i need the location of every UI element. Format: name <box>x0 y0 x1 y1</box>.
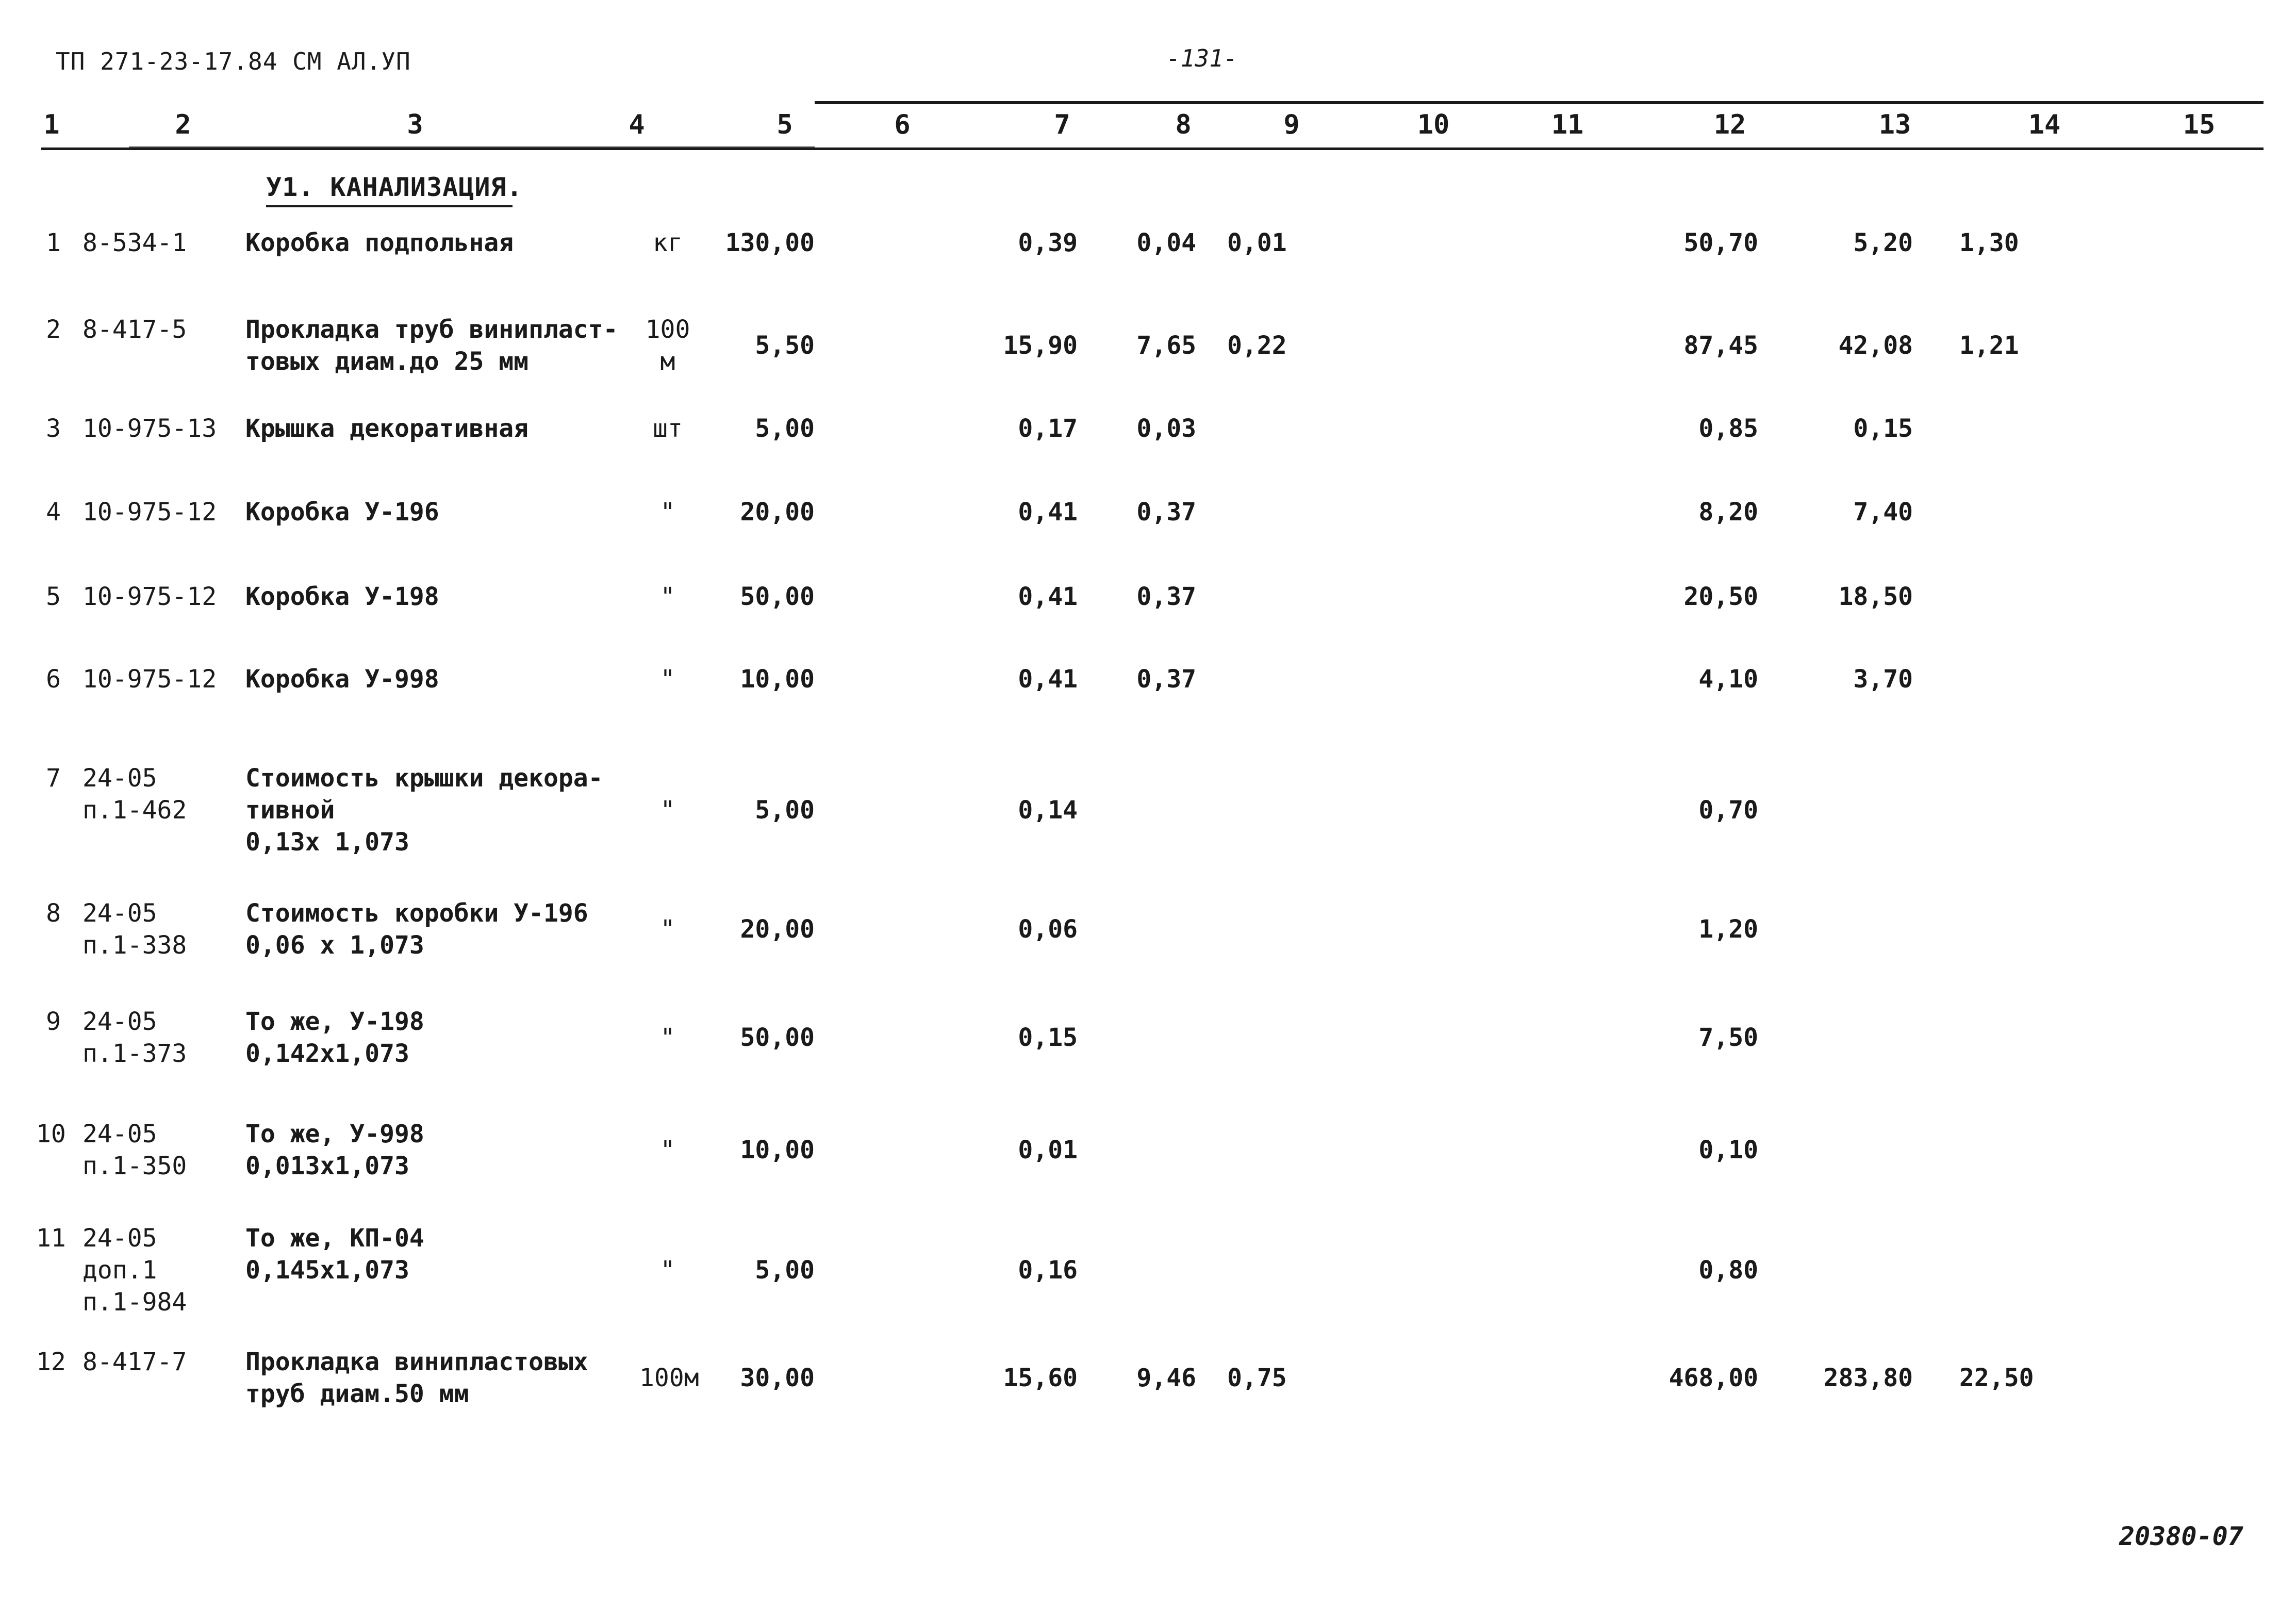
rate-code <box>82 496 217 528</box>
unit-line: " <box>660 915 675 944</box>
col8-value: 0,37 <box>1136 582 1196 611</box>
work-description <box>245 496 439 528</box>
unit <box>639 581 696 613</box>
work-description <box>245 314 618 378</box>
unit <box>639 663 696 695</box>
quantity: 130,00 <box>725 228 815 257</box>
unit <box>639 496 696 528</box>
col13-value: 7,40 <box>1853 498 1913 527</box>
quantity: 20,00 <box>740 915 815 944</box>
col12-value: 1,20 <box>1698 915 1758 944</box>
work-description <box>245 1118 424 1182</box>
col7-value: 0,41 <box>1018 582 1078 611</box>
unit <box>639 794 696 826</box>
col8-value: 9,46 <box>1136 1364 1196 1392</box>
unit <box>639 1362 699 1394</box>
col12-value: 468,00 <box>1669 1364 1758 1392</box>
work-description <box>245 413 528 445</box>
col13-value: 42,08 <box>1838 331 1913 360</box>
rate-code-line: 24-05 <box>82 1120 157 1148</box>
work-description-line: Коробка У-998 <box>245 665 439 694</box>
unit-line: " <box>660 796 675 825</box>
work-description-line: 0,13х 1,073 <box>245 828 409 857</box>
unit <box>639 314 696 378</box>
col7-value: 0,15 <box>1018 1023 1078 1052</box>
rate-code <box>82 581 217 613</box>
column-header-8: 8 <box>1175 109 1192 140</box>
header-rule-bottom <box>41 147 2264 150</box>
unit-line: шт <box>653 414 683 443</box>
col12-value: 0,80 <box>1698 1256 1758 1285</box>
work-description <box>245 1222 424 1286</box>
section-title-underline <box>266 205 513 207</box>
rate-code <box>82 897 187 961</box>
archive-code: 20380-07 <box>2119 1521 2243 1551</box>
quantity: 5,50 <box>755 331 815 360</box>
page-number: -131- <box>1166 44 1238 72</box>
work-description-line: труб диам.50 мм <box>245 1380 469 1408</box>
row-number: 6 <box>46 665 61 694</box>
column-header-5: 5 <box>777 109 793 140</box>
quantity: 5,00 <box>755 1256 815 1285</box>
row-number: 12 <box>36 1348 66 1376</box>
quantity: 20,00 <box>740 498 815 527</box>
work-description-line: Крышка декоративная <box>245 414 529 443</box>
quantity: 5,00 <box>755 414 815 443</box>
rate-code <box>82 314 187 346</box>
column-header-10: 10 <box>1417 109 1450 140</box>
rate-code-line: 24-05 <box>82 1007 157 1036</box>
work-description-line: Стоимость крышки декора- <box>245 764 603 793</box>
rate-code-line: 10-975-12 <box>82 498 217 527</box>
col12-value: 0,85 <box>1698 414 1758 443</box>
unit <box>639 413 696 445</box>
column-header-12: 12 <box>1713 109 1746 140</box>
unit-line: 100 <box>645 315 690 344</box>
quantity: 30,00 <box>740 1364 815 1392</box>
quantity: 10,00 <box>740 665 815 694</box>
col12-value: 50,70 <box>1683 228 1758 257</box>
rate-code <box>82 1118 187 1182</box>
rate-code-line: 8-417-7 <box>82 1348 187 1376</box>
col7-value: 0,17 <box>1018 414 1078 443</box>
work-description-line: То же, КП-04 <box>245 1224 424 1253</box>
column-header-14: 14 <box>2028 109 2061 140</box>
rate-code-line: п.1-984 <box>82 1288 187 1317</box>
unit-line: " <box>660 665 675 694</box>
column-header-15: 15 <box>2183 109 2216 140</box>
column-header-7: 7 <box>1054 109 1070 140</box>
col7-value: 15,90 <box>1003 331 1078 360</box>
rate-code-line: 10-975-12 <box>82 665 217 694</box>
row-number: 7 <box>46 764 61 793</box>
col9-value: 0,22 <box>1227 331 1287 360</box>
col7-value: 0,41 <box>1018 665 1078 694</box>
rate-code <box>82 413 217 445</box>
col13-value: 18,50 <box>1838 582 1913 611</box>
unit-line: " <box>660 582 675 611</box>
unit-line: 100м <box>639 1364 699 1392</box>
rate-code-line: п.1-462 <box>82 796 187 825</box>
work-description <box>245 581 439 613</box>
rate-code <box>82 1222 187 1318</box>
rate-code-line: п.1-373 <box>82 1039 187 1068</box>
row-number: 1 <box>46 228 61 257</box>
col13-value: 5,20 <box>1853 228 1913 257</box>
col14-value: 1,30 <box>1959 228 2019 257</box>
row-number: 2 <box>46 315 61 344</box>
work-description-line: 0,145х1,073 <box>245 1256 409 1285</box>
work-description <box>245 1006 424 1070</box>
quantity: 50,00 <box>740 582 815 611</box>
col8-value: 7,65 <box>1136 331 1196 360</box>
col12-value: 0,10 <box>1698 1136 1758 1164</box>
col7-value: 0,41 <box>1018 498 1078 527</box>
col12-value: 4,10 <box>1698 665 1758 694</box>
rate-code-line: 8-417-5 <box>82 315 187 344</box>
rate-code-line: 24-05 <box>82 764 157 793</box>
column-header-9: 9 <box>1283 109 1300 140</box>
work-description-line: Прокладка труб винипласт- <box>245 315 618 344</box>
row-number: 9 <box>46 1007 61 1036</box>
col14-value: 22,50 <box>1959 1364 2034 1392</box>
column-header-6: 6 <box>894 109 911 140</box>
quantity: 5,00 <box>755 796 815 825</box>
work-description-line: Прокладка винипластовых <box>245 1348 588 1376</box>
col7-value: 0,39 <box>1018 228 1078 257</box>
col12-value: 0,70 <box>1698 796 1758 825</box>
rate-code-line: 24-05 <box>82 1224 157 1253</box>
col12-value: 20,50 <box>1683 582 1758 611</box>
quantity: 10,00 <box>740 1136 815 1164</box>
unit <box>639 1022 696 1054</box>
rate-code-line: 24-05 <box>82 899 157 928</box>
work-description-line: тивной <box>245 796 335 825</box>
col7-value: 0,16 <box>1018 1256 1078 1285</box>
work-description-line: 0,06 х 1,073 <box>245 931 424 960</box>
column-header-3: 3 <box>407 109 423 140</box>
col8-value: 0,03 <box>1136 414 1196 443</box>
col14-value: 1,21 <box>1959 331 2019 360</box>
rate-code <box>82 227 187 259</box>
col12-value: 8,20 <box>1698 498 1758 527</box>
header-rule-top <box>815 101 2264 104</box>
unit-line: кг <box>653 228 683 257</box>
column-header-1: 1 <box>43 109 60 140</box>
col8-value: 0,37 <box>1136 498 1196 527</box>
col9-value: 0,75 <box>1227 1364 1287 1392</box>
row-number: 11 <box>36 1224 66 1253</box>
row-number: 8 <box>46 899 61 928</box>
work-description-line: товых диам.до 25 мм <box>245 347 529 376</box>
rate-code <box>82 1346 187 1378</box>
column-header-11: 11 <box>1551 109 1584 140</box>
col7-value: 15,60 <box>1003 1364 1078 1392</box>
rate-code-line: доп.1 <box>82 1256 157 1285</box>
work-description-line: 0,013х1,073 <box>245 1152 409 1180</box>
rate-code-line: 10-975-12 <box>82 582 217 611</box>
unit-line: " <box>660 1136 675 1164</box>
column-header-13: 13 <box>1878 109 1911 140</box>
col12-value: 7,50 <box>1698 1023 1758 1052</box>
work-description-line: Стоимость коробки У-196 <box>245 899 588 928</box>
row-number: 4 <box>46 498 61 527</box>
col9-value: 0,01 <box>1227 228 1287 257</box>
rate-code-line: 8-534-1 <box>82 228 187 257</box>
column-header-2: 2 <box>175 109 191 140</box>
work-description <box>245 897 588 961</box>
section-title: У1. КАНАЛИЗАЦИЯ. <box>266 172 523 202</box>
unit <box>639 227 696 259</box>
col12-value: 87,45 <box>1683 331 1758 360</box>
work-description-line: 0,142х1,073 <box>245 1039 409 1068</box>
row-number: 5 <box>46 582 61 611</box>
rate-code-line: п.1-350 <box>82 1152 187 1180</box>
rate-code <box>82 1006 187 1070</box>
work-description <box>245 227 514 259</box>
column-header-4: 4 <box>629 109 645 140</box>
work-description-line: То же, У-998 <box>245 1120 424 1148</box>
unit-line: м <box>660 347 675 376</box>
col7-value: 0,14 <box>1018 796 1078 825</box>
unit <box>639 1254 696 1286</box>
work-description-line: Коробка подпольная <box>245 228 514 257</box>
unit-line: " <box>660 498 675 527</box>
unit <box>639 1134 696 1166</box>
unit-line: " <box>660 1023 675 1052</box>
rate-code <box>82 663 217 695</box>
col13-value: 0,15 <box>1853 414 1913 443</box>
work-description <box>245 762 603 858</box>
rate-code-line: 10-975-13 <box>82 414 217 443</box>
col13-value: 3,70 <box>1853 665 1913 694</box>
col7-value: 0,06 <box>1018 915 1078 944</box>
col8-value: 0,37 <box>1136 665 1196 694</box>
work-description-line: Коробка У-196 <box>245 498 439 527</box>
work-description <box>245 663 439 695</box>
rate-code <box>82 762 187 826</box>
col8-value: 0,04 <box>1136 228 1196 257</box>
unit-line: " <box>660 1256 675 1285</box>
document-reference: ТП 271-23-17.84 СМ АЛ.УП <box>56 47 411 75</box>
work-description <box>245 1346 588 1410</box>
work-description-line: Коробка У-198 <box>245 582 439 611</box>
work-description-line: То же, У-198 <box>245 1007 424 1036</box>
col13-value: 283,80 <box>1823 1364 1913 1392</box>
row-number: 3 <box>46 414 61 443</box>
col7-value: 0,01 <box>1018 1136 1078 1164</box>
quantity: 50,00 <box>740 1023 815 1052</box>
rate-code-line: п.1-338 <box>82 931 187 960</box>
row-number: 10 <box>36 1120 66 1148</box>
unit <box>639 913 696 945</box>
